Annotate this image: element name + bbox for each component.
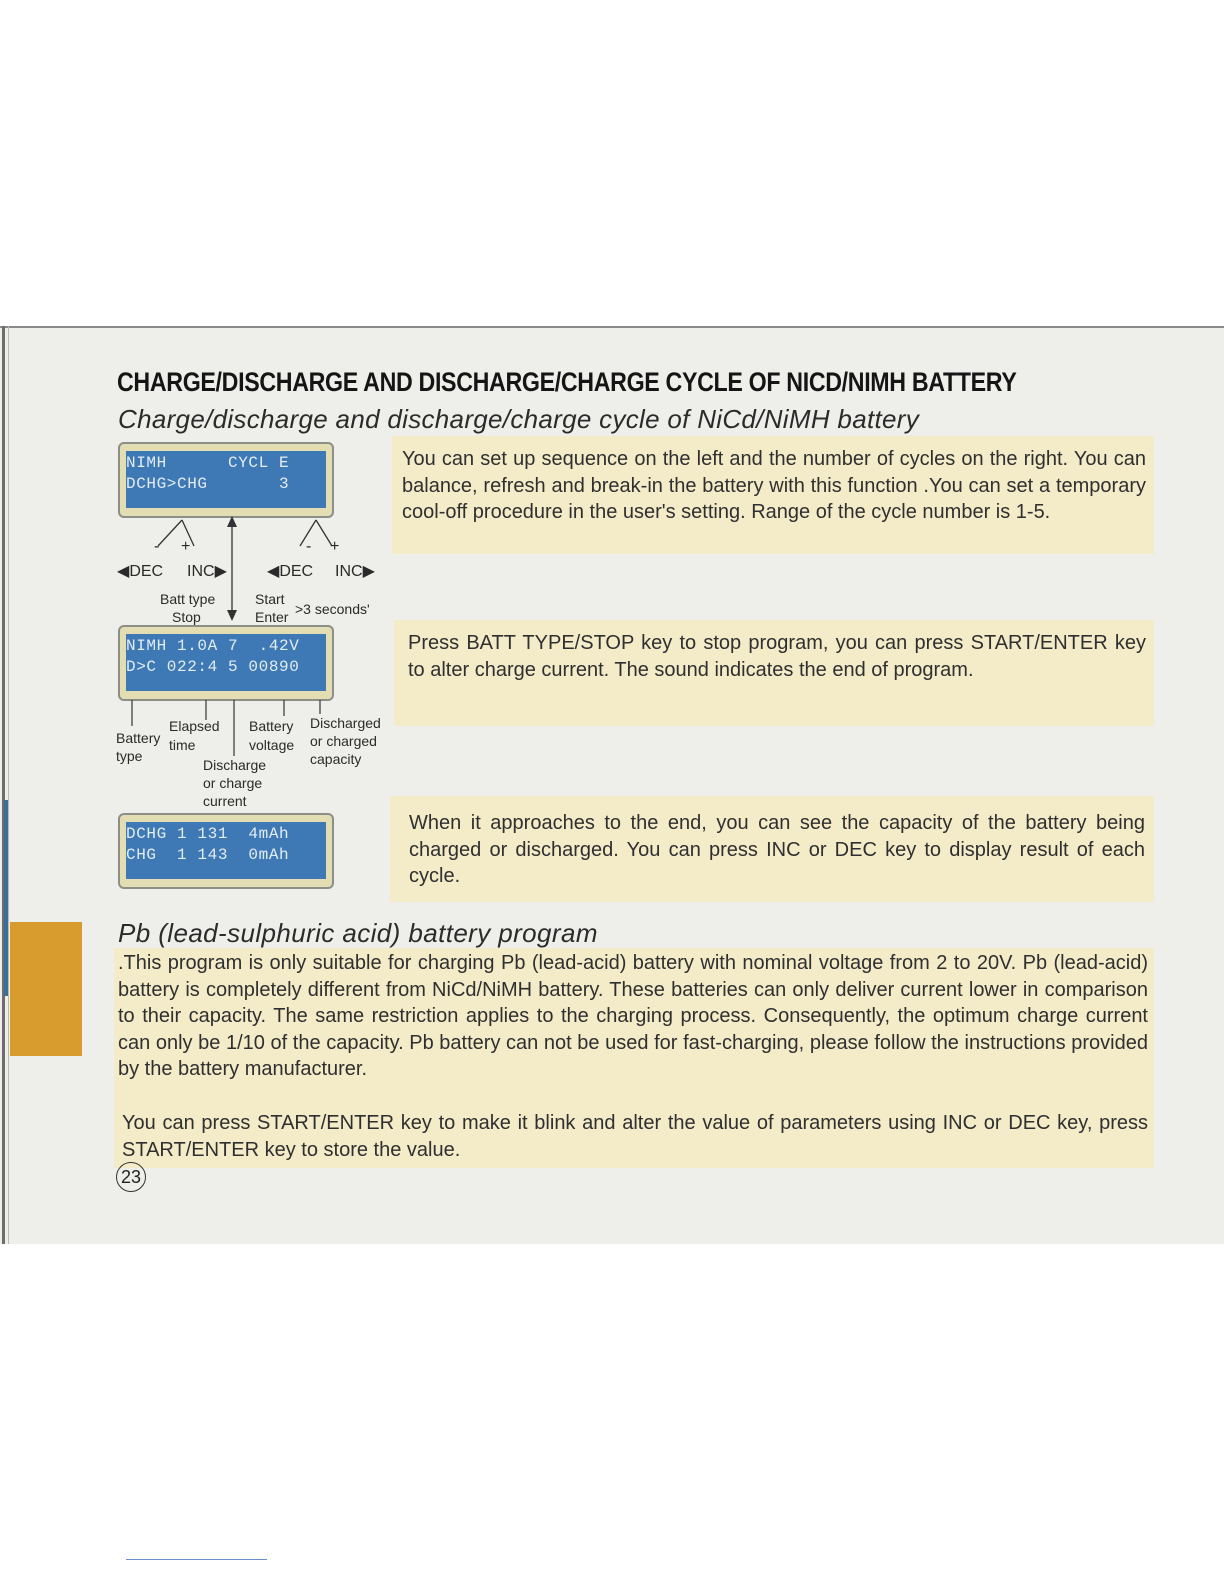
page-subtitle: Charge/discharge and discharge/charge cycle of NiCd/NiMH battery bbox=[118, 404, 920, 434]
minus-sign-left: - bbox=[154, 538, 160, 555]
label-discharged: Discharged bbox=[310, 715, 381, 731]
label-battery: Battery bbox=[116, 730, 161, 746]
label-or-charged: or charged bbox=[310, 733, 377, 749]
label-seconds: >3 seconds' bbox=[295, 601, 370, 617]
pb-section-title: Pb (lead-sulphuric acid) battery program bbox=[118, 918, 598, 948]
text-box-end bbox=[390, 796, 1154, 902]
binding-edge bbox=[2, 326, 5, 1244]
label-voltage: voltage bbox=[249, 737, 295, 753]
label-discharge: Discharge bbox=[203, 757, 267, 773]
page-title: CHARGE/DISCHARGE AND DISCHARGE/CHARGE CYCLE OF NICD/NIMH BATTERY bbox=[117, 367, 1017, 397]
right-arrow-icon: ▶ bbox=[362, 563, 375, 580]
text-box-pb bbox=[114, 948, 1154, 1168]
inc-key-left: INC▶ bbox=[187, 563, 227, 580]
right-arrow-icon: ▶ bbox=[214, 563, 227, 580]
label-stop: Stop bbox=[172, 609, 201, 625]
paragraph-stop: Press BATT TYPE/STOP key to stop program, you can press START/ENTER key to alter charge current. The sound indicates the end of program. bbox=[408, 632, 1146, 681]
paragraph-pb-2: You can press START/ENTER key to make it blink and alter the value of parameters using INC or DEC key, press START/ENTER key to store the value. bbox=[122, 1112, 1148, 1161]
footer-rule bbox=[126, 1559, 267, 1560]
plus-sign-left: + bbox=[181, 538, 191, 555]
lcd-line-1: DCHG 1 131 4mAh bbox=[126, 825, 290, 843]
label-elapsed: Elapsed bbox=[169, 718, 220, 734]
label-batt-type: Batt type bbox=[160, 591, 216, 607]
inc-key-right: INC▶ bbox=[335, 563, 375, 580]
lcd-display-cycle bbox=[118, 442, 334, 518]
edge-blue-mark bbox=[4, 800, 8, 996]
text-box-cycle bbox=[392, 436, 1154, 554]
lcd-line-2: CHG 1 143 0mAh bbox=[126, 846, 290, 864]
label-start: Start bbox=[255, 591, 285, 607]
label-battery-voltage: Battery bbox=[249, 718, 294, 734]
lcd-line-1: NIMH 1.0A 7 .42V bbox=[126, 637, 300, 655]
label-capacity: capacity bbox=[310, 751, 362, 767]
paragraph-pb-1: .This program is only suitable for charging Pb (lead-acid) battery with nominal voltage from 2 to 20V. Pb (lead-acid) battery is completely different from NiCd/NiMH battery. These batteries can only deliver current lower in comparison to their capacity. The same restriction applies to the charging process. Consequently, the optimum charge current can only be 1/10 of the capacity. Pb battery can not be used for fast-charging, please follow the instructions provided by the battery manufacturer. bbox=[118, 952, 1148, 1081]
minus-sign-right: - bbox=[306, 538, 312, 555]
left-arrow-icon: ◀ bbox=[117, 563, 130, 580]
lcd-line-1: NIMH CYCL E bbox=[126, 454, 290, 472]
section-tab bbox=[10, 922, 82, 1056]
lcd-display-result bbox=[118, 813, 334, 889]
label-or-charge: or charge bbox=[203, 775, 263, 791]
label-current: current bbox=[203, 793, 247, 809]
manual-page bbox=[0, 326, 1224, 1244]
dec-key-right: ◀DEC bbox=[267, 563, 314, 580]
page-number: 23 bbox=[116, 1162, 146, 1192]
lcd-line-2: D>C 022:4 5 00890 bbox=[126, 658, 300, 676]
lcd-display-status bbox=[118, 625, 334, 701]
plus-sign-right: + bbox=[330, 538, 340, 555]
label-enter: Enter bbox=[255, 609, 289, 625]
paragraph-cycle: You can set up sequence on the left and the number of cycles on the right. You can balance, refresh and break-in the battery with this function .You can set a temporary cool-off procedure in the user's setting. Range of the cycle number is 1-5. bbox=[402, 448, 1146, 524]
text-box-stop bbox=[394, 620, 1154, 726]
label-type: type bbox=[116, 748, 143, 764]
left-arrow-icon: ◀ bbox=[267, 563, 280, 580]
lcd-line-2: DCHG>CHG 3 bbox=[126, 475, 290, 493]
paragraph-end: When it approaches to the end, you can see the capacity of the battery being charged or discharged. You can press INC or DEC key to display result of each cycle. bbox=[409, 812, 1145, 888]
page-top-border bbox=[0, 326, 1224, 328]
binding-edge-inner bbox=[8, 326, 9, 1244]
label-time: time bbox=[169, 737, 196, 753]
dec-key-left: ◀DEC bbox=[117, 563, 164, 580]
